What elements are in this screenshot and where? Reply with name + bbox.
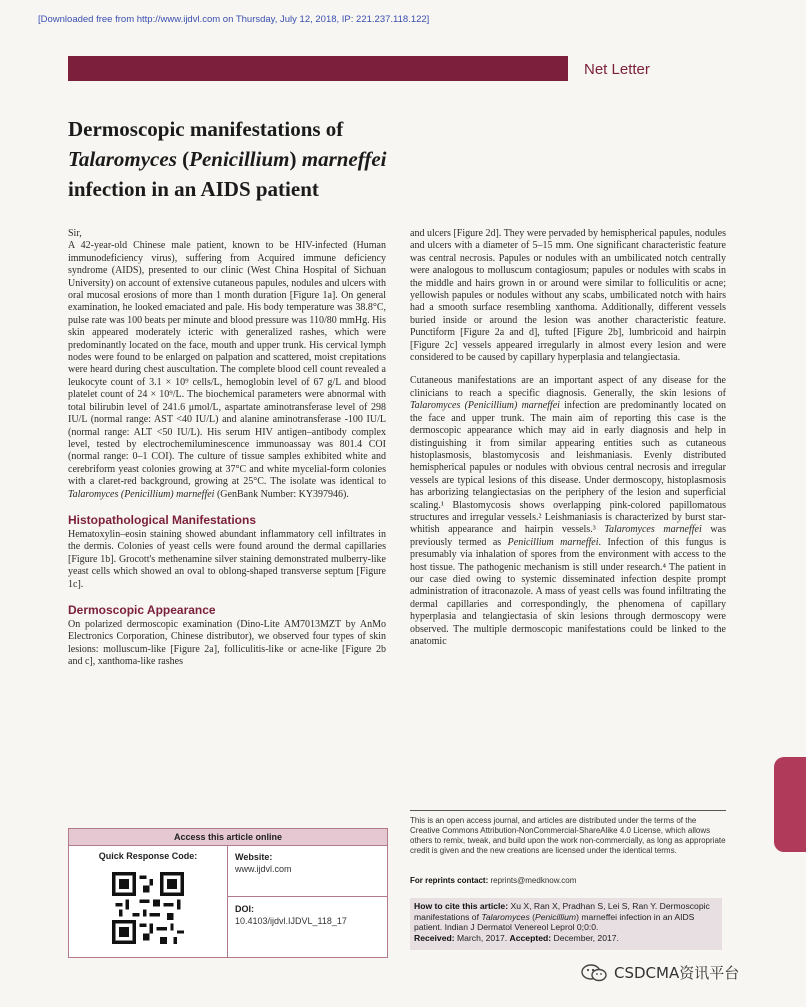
dermoscopic-paragraph: On polarized dermoscopic examination (Dino-Lite AM7013MZT by AnMo Electronics Corporation, Chinese distributor), we observed four types of skin lesions: molluscum-like [Figure 2a], folliculitis-like or acne-like [Figure 2b and c], xanthoma-like rashes <box>68 618 386 668</box>
watermark <box>580 961 800 985</box>
discussion-text-d: . Infection of this fungus is presumably via inhalation of spores from the environment with access to the host tissue. The pathogenic mechanism is still under research.⁴ The patient in our case died owing to systemic disseminated infection despite prompt administration of itraconazole. A mass of yeast cells was found infiltrating the dermal capillaries and correspondingly, the phenomena of capillary hyperplasia and telangiectasia of skin lesions through dermoscopy were observed. The multiple dermoscopic manifestations could be linked to the anatomic <box>410 536 726 647</box>
title-synonym: Penicillium <box>189 147 290 171</box>
article-title <box>68 114 588 204</box>
received-date: March, 2017. <box>454 932 510 943</box>
discussion-organism-b: Talaromyces marneffei <box>604 524 702 536</box>
case-paragraph <box>68 240 386 501</box>
info-divider <box>228 896 387 897</box>
discussion-text-c: was previously termed as <box>410 524 726 548</box>
watermark-text: CSDCMA资讯平台 <box>614 964 740 982</box>
doi-label: DOI: <box>235 904 254 914</box>
reprints-email[interactable]: reprints@medknow.com <box>488 876 577 885</box>
citation-synonym: Penicillium <box>535 911 577 922</box>
title-line-1: Dermoscopic manifestations of <box>68 117 344 141</box>
citation-text-c: ) marneffei infection in an AIDS patient. Indian J Dermatol Venereol Leprol 0;0:0. <box>414 911 695 932</box>
title-paren-open: ( <box>176 147 190 171</box>
doi-link[interactable]: 10.4103/ijdvl.IJDVL_118_17 <box>235 916 347 926</box>
discussion-organism-c: Penicillium marneffei <box>507 536 599 548</box>
discussion-organism-a: Talaromyces (Penicillium) marneffei <box>410 400 560 412</box>
website-link[interactable]: www.ijdvl.com <box>235 864 292 874</box>
section-label: Net Letter <box>584 61 650 78</box>
right-column <box>410 228 726 648</box>
info-cell <box>235 846 381 874</box>
wechat-icon <box>580 963 608 983</box>
salutation: Sir, <box>68 228 82 239</box>
citation-genus: Talaromyces <box>481 911 530 922</box>
reprints-label: For reprints contact: <box>410 876 489 885</box>
access-body <box>69 846 387 957</box>
citation-text-b: ( <box>529 911 536 922</box>
heading-histopathology: Histopathological Manifestations <box>68 512 257 527</box>
doi-cell <box>235 898 381 926</box>
citation-box <box>410 898 722 950</box>
case-organism: Talaromyces (Penicillium) marneffei <box>68 488 215 500</box>
citation-text-a: Xu X, Ran X, Pradhan S, Lei S, Ran Y. Dermoscopic manifestations of <box>414 901 710 922</box>
download-notice[interactable]: [Downloaded free from http://www.ijdvl.com on Thursday, July 12, 2018, IP: 221.237.118.122] <box>38 14 430 25</box>
heading-dermoscopic: Dermoscopic Appearance <box>68 602 216 617</box>
title-paren-close: ) <box>289 147 302 171</box>
lesion-paragraph: and ulcers [Figure 2d]. They were pervaded by hemispherical papules, nodules and ulcers with a diameter of 5–15 mm. One significant characteristic feature was central necrosis. Papules or nodules with an umbilicated notch centrally were analogous to molluscum contagiosum; papules or nodules with scabs in the middle and hairs grown in or around were similar to folliculitis or acne; yellowish papules or nodules without any scabs, umbilicated notch with hairs had a smooth surface resembling xanthoma. Additionally, different vessels buried inside or around the lesion was another characteristic feature. Punctiform [Figure 2a and d], tufted [Figure 2b], lumbricoid and hairpin [Figure 2c] vessels appeared irregularly in almost every lesion and were considered to be caused by capillary hyperplasia and telangiectasia. <box>410 228 726 364</box>
title-line-2 <box>68 144 588 174</box>
discussion-text-a: Cutaneous manifestations are an important aspect of any disease for the clinicians to reach a specific diagnosis. Generally, the skin lesions of <box>410 375 726 399</box>
case-text: A 42-year-old Chinese male patient, known to be HIV-infected (Human immunodeficiency virus), suffering from Acquired immune deficiency syndrome (AIDS), presented to our clinic (West China Hospital of Sichuan University) on account of extensive cutaneous papules, nodules and ulcers with oral mucosal erosions of more than 1 month duration [Figure 1a]. On general examination, he looked emaciated and pale. His body temperature was 38.8°C, pulse rate was 100 beats per minute and blood pressure was 110/80 mmHg. His skin appeared moderately icteric with generalized rashes, which were predominantly located on the face, mouth and upper trunk. His cervical lymph nodes were found to be enlarged on palpation and scattered, moist crepitations were heard during chest auscultation. The complete blood cell count revealed a leukocyte count of 3.1 × 10⁹ cells/L, hemoglobin level of 67 g/L and blood platelet count of 24 × 10⁹/L. The biochemical parameters were abnormal with total bilirubin level of 241.6 μmol/L, aspartate aminotransferase level of 298 IU/L (normal range: AST <40 IU/L) and alanine aminotransferase -100 IU/L (normal range: ALT <50 IU/L). His serum HIV antigen–antibody complex level, tested by electrochemiluminescence immunoassay was 801.4 COI (normal range: 0–1 COI). The culture of tissue samples exhibited white and cerebriform yeast colonies growing at 37°C and white mycelial-form colonies with a claret-red background, growing at 25°C. The isolate was identical to <box>68 240 386 488</box>
citation-label: How to cite this article: <box>414 901 509 911</box>
histopathology-paragraph: Hematoxylin–eosin staining showed abundant inflammatory cell infiltrates in the dermis. Colonies of yeast cells were found around the dermal capillaries [Figure 1b]. Grocott's methenamine silver staining demonstrated mulberry-like yeast cells which showed an oval to oblong-shaped transverse septum [Figure 1c]. <box>68 528 386 590</box>
accepted-label: Accepted: <box>509 932 552 943</box>
qr-code-icon[interactable] <box>112 872 184 944</box>
title-line-3: infection in an AIDS patient <box>68 177 319 201</box>
qr-label: Quick Response Code: <box>98 851 198 861</box>
license-notice: This is an open access journal, and articles are distributed under the terms of the Creative Commons Attribution-NonCommercial-ShareAlike 4.0 License, which allows others to remix, tweak, and build upon the work non-commercially, as long as appropriate credit is given and the new creations are licensed under the identical terms. <box>410 810 726 856</box>
qr-cell <box>69 846 228 957</box>
access-header: Access this article online <box>69 829 387 846</box>
discussion-paragraph <box>410 375 726 648</box>
title-species: marneffei <box>301 147 387 171</box>
access-article-box <box>68 828 388 958</box>
accepted-date: December, 2017. <box>551 932 619 943</box>
case-text-end: (GenBank Number: KY397946). <box>214 488 349 500</box>
header-bar <box>68 56 568 81</box>
title-genus: Talaromyces <box>68 147 177 171</box>
left-column <box>68 228 386 669</box>
side-tab <box>774 757 806 852</box>
discussion-text-b: infection are predominantly located on the face and upper trunk. The main aim of reporting this case is the dermoscopic appearance which may aid in early diagnosis and help in distinguishing it from similar appearing entities such as cutaneous histoplasmosis, blastomycosis and leishmaniasis. Evenly distributed hemispherical papules or nodules with obvious central necrosis and irregular vessels are typical lesions of this disease. Under dermoscopy, histoplasmosis has arborizing telangiectasias on the periphery of the lesion and superficial scaling.¹ Blastomycosis shows overlapping pink-colored papillomatous structures and irregular vessels.² Leishmaniasis is characterized by burst star-whitish appearance and hairpin vessels.³ <box>410 400 726 536</box>
website-label: Website: <box>235 852 273 862</box>
received-label: Received: <box>414 932 455 943</box>
reprints-contact <box>410 876 726 885</box>
